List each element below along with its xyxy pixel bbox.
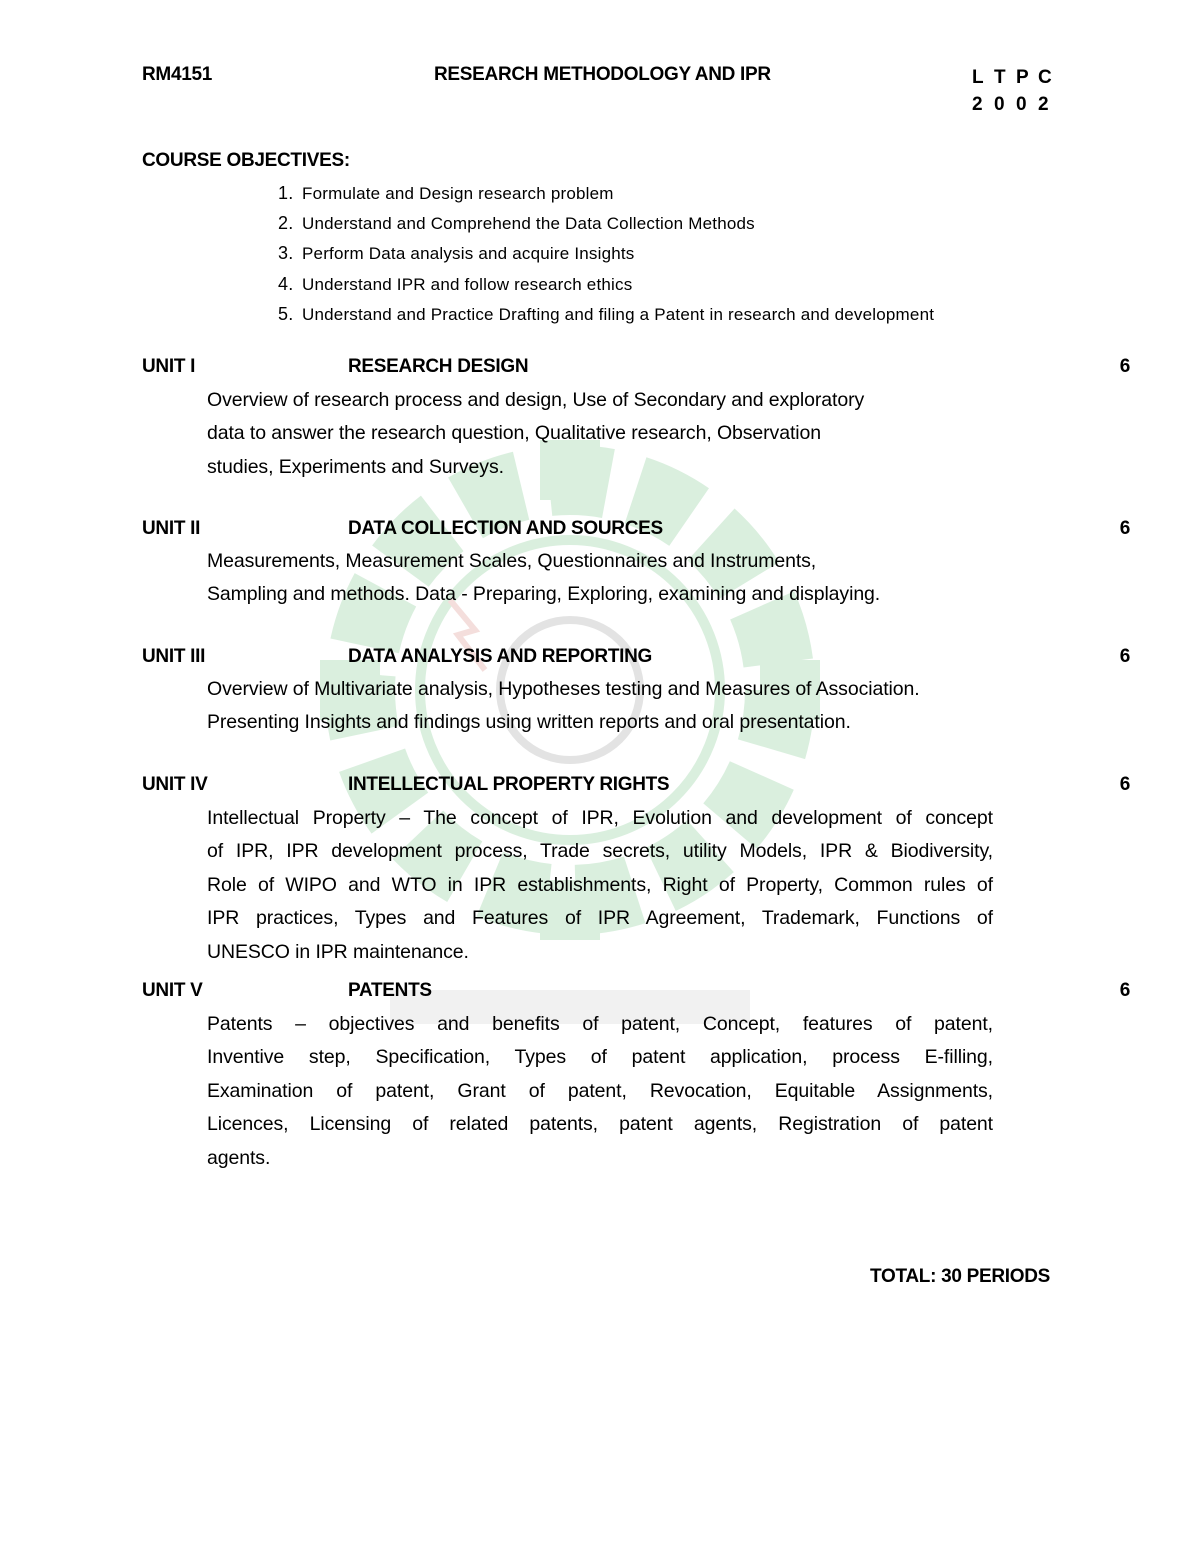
unit-label: UNIT III (142, 646, 206, 667)
objective-number: 3. (278, 243, 294, 264)
unit-1-content (207, 384, 937, 484)
objective-text: Understand and Comprehend the Data Collection Methods (302, 214, 755, 234)
unit-content-line: Patents – objectives and benefits of patent, Concept, features of patent, (207, 1013, 993, 1035)
unit-4-content (207, 802, 993, 969)
unit-title: INTELLECTUAL PROPERTY RIGHTS (348, 774, 670, 795)
unit-3-content (207, 673, 1047, 740)
objective-text: Understand IPR and follow research ethics (302, 274, 633, 294)
unit-4-heading (142, 774, 1130, 800)
unit-hours: 6 (1119, 356, 1130, 377)
ltpc-labels-row (972, 64, 1060, 91)
unit-content-line: Presenting Insights and findings using written reports and oral presentation. (207, 711, 851, 734)
unit-1-heading (142, 356, 1130, 382)
unit-content-line: Intellectual Property – The concept of IPR, Evolution and development of concept (207, 807, 993, 829)
unit-content-line: Role of WIPO and WTO in IPR establishments, Right of Property, Common rules of (207, 873, 993, 896)
objective-number: 4. (278, 273, 294, 294)
unit-5-content (207, 1008, 993, 1175)
objective-number: 1. (278, 183, 294, 203)
unit-2-heading (142, 518, 1130, 544)
unit-content-line: of IPR, IPR development process, Trade secrets, utility Models, IPR & Biodiversity, (207, 840, 993, 863)
unit-2-content (207, 545, 987, 612)
course-code: RM4151 (142, 64, 213, 85)
unit-title: DATA COLLECTION AND SOURCES (348, 518, 663, 539)
objective-text: Understand and Practice Drafting and filing a Patent in research and development (302, 304, 935, 324)
objective-number: 5. (278, 303, 294, 324)
objective-item (278, 210, 934, 240)
unit-content-line: Examination of patent, Grant of patent, Revocation, Equitable Assignments, (207, 1079, 993, 1102)
objective-item (278, 271, 934, 301)
objective-number: 2. (278, 213, 294, 234)
unit-content-line: IPR practices, Types and Features of IPR Agreement, Trademark, Functions of (207, 907, 993, 930)
ltpc-value-p: 0 (1016, 94, 1027, 115)
objective-item (278, 240, 934, 270)
ltpc-label-t: T (994, 67, 1006, 88)
ltpc-label-p: P (1016, 67, 1029, 88)
unit-content-line: UNESCO in IPR maintenance. (207, 940, 469, 963)
unit-hours: 6 (1119, 518, 1130, 539)
ltpc-value-c: 2 (1038, 94, 1049, 115)
unit-5-heading (142, 980, 1130, 1006)
unit-content-line: data to answer the research question, Qualitative research, Observation (207, 422, 821, 445)
unit-hours: 6 (1119, 646, 1130, 667)
unit-content-line: Sampling and methods. Data - Preparing, Exploring, examining and displaying. (207, 583, 881, 606)
ltpc-value-t: 0 (994, 94, 1005, 115)
objective-text: Perform Data analysis and acquire Insights (302, 244, 635, 264)
objectives-heading: COURSE OBJECTIVES: (142, 150, 350, 171)
unit-content-line: agents. (207, 1146, 271, 1169)
unit-hours: 6 (1119, 774, 1130, 795)
ltpc-label-c: C (1038, 67, 1052, 88)
unit-content-line: Inventive step, Specification, Types of patent application, process E-filling, (207, 1046, 993, 1069)
total-periods: TOTAL: 30 PERIODS (870, 1266, 1051, 1287)
course-title: RESEARCH METHODOLOGY AND IPR (434, 64, 771, 85)
unit-3-heading (142, 646, 1130, 672)
objective-item (278, 180, 934, 210)
unit-hours: 6 (1119, 980, 1130, 1001)
unit-label: UNIT V (142, 980, 203, 1001)
unit-label: UNIT I (142, 356, 196, 377)
ltpc-credits (972, 64, 1060, 118)
objective-text: Formulate and Design research problem (302, 184, 614, 203)
ltpc-values-row (972, 91, 1060, 118)
unit-title: PATENTS (348, 980, 432, 1001)
ltpc-value-l: 2 (972, 94, 983, 115)
unit-title: RESEARCH DESIGN (348, 356, 529, 377)
unit-title: DATA ANALYSIS AND REPORTING (348, 646, 653, 667)
unit-label: UNIT IV (142, 774, 208, 795)
objective-item (278, 301, 934, 331)
unit-content-line: Overview of research process and design, Use of Secondary and exploratory (207, 389, 865, 411)
objectives-list (278, 180, 934, 331)
unit-label: UNIT II (142, 518, 201, 539)
unit-content-line: Licences, Licensing of related patents, patent agents, Registration of patent (207, 1113, 993, 1136)
unit-content-line: Measurements, Measurement Scales, Questionnaires and Instruments, (207, 550, 817, 572)
unit-content-line: studies, Experiments and Surveys. (207, 455, 504, 478)
unit-content-line: Overview of Multivariate analysis, Hypotheses testing and Measures of Association. (207, 678, 920, 700)
ltpc-label-l: L (972, 67, 984, 88)
